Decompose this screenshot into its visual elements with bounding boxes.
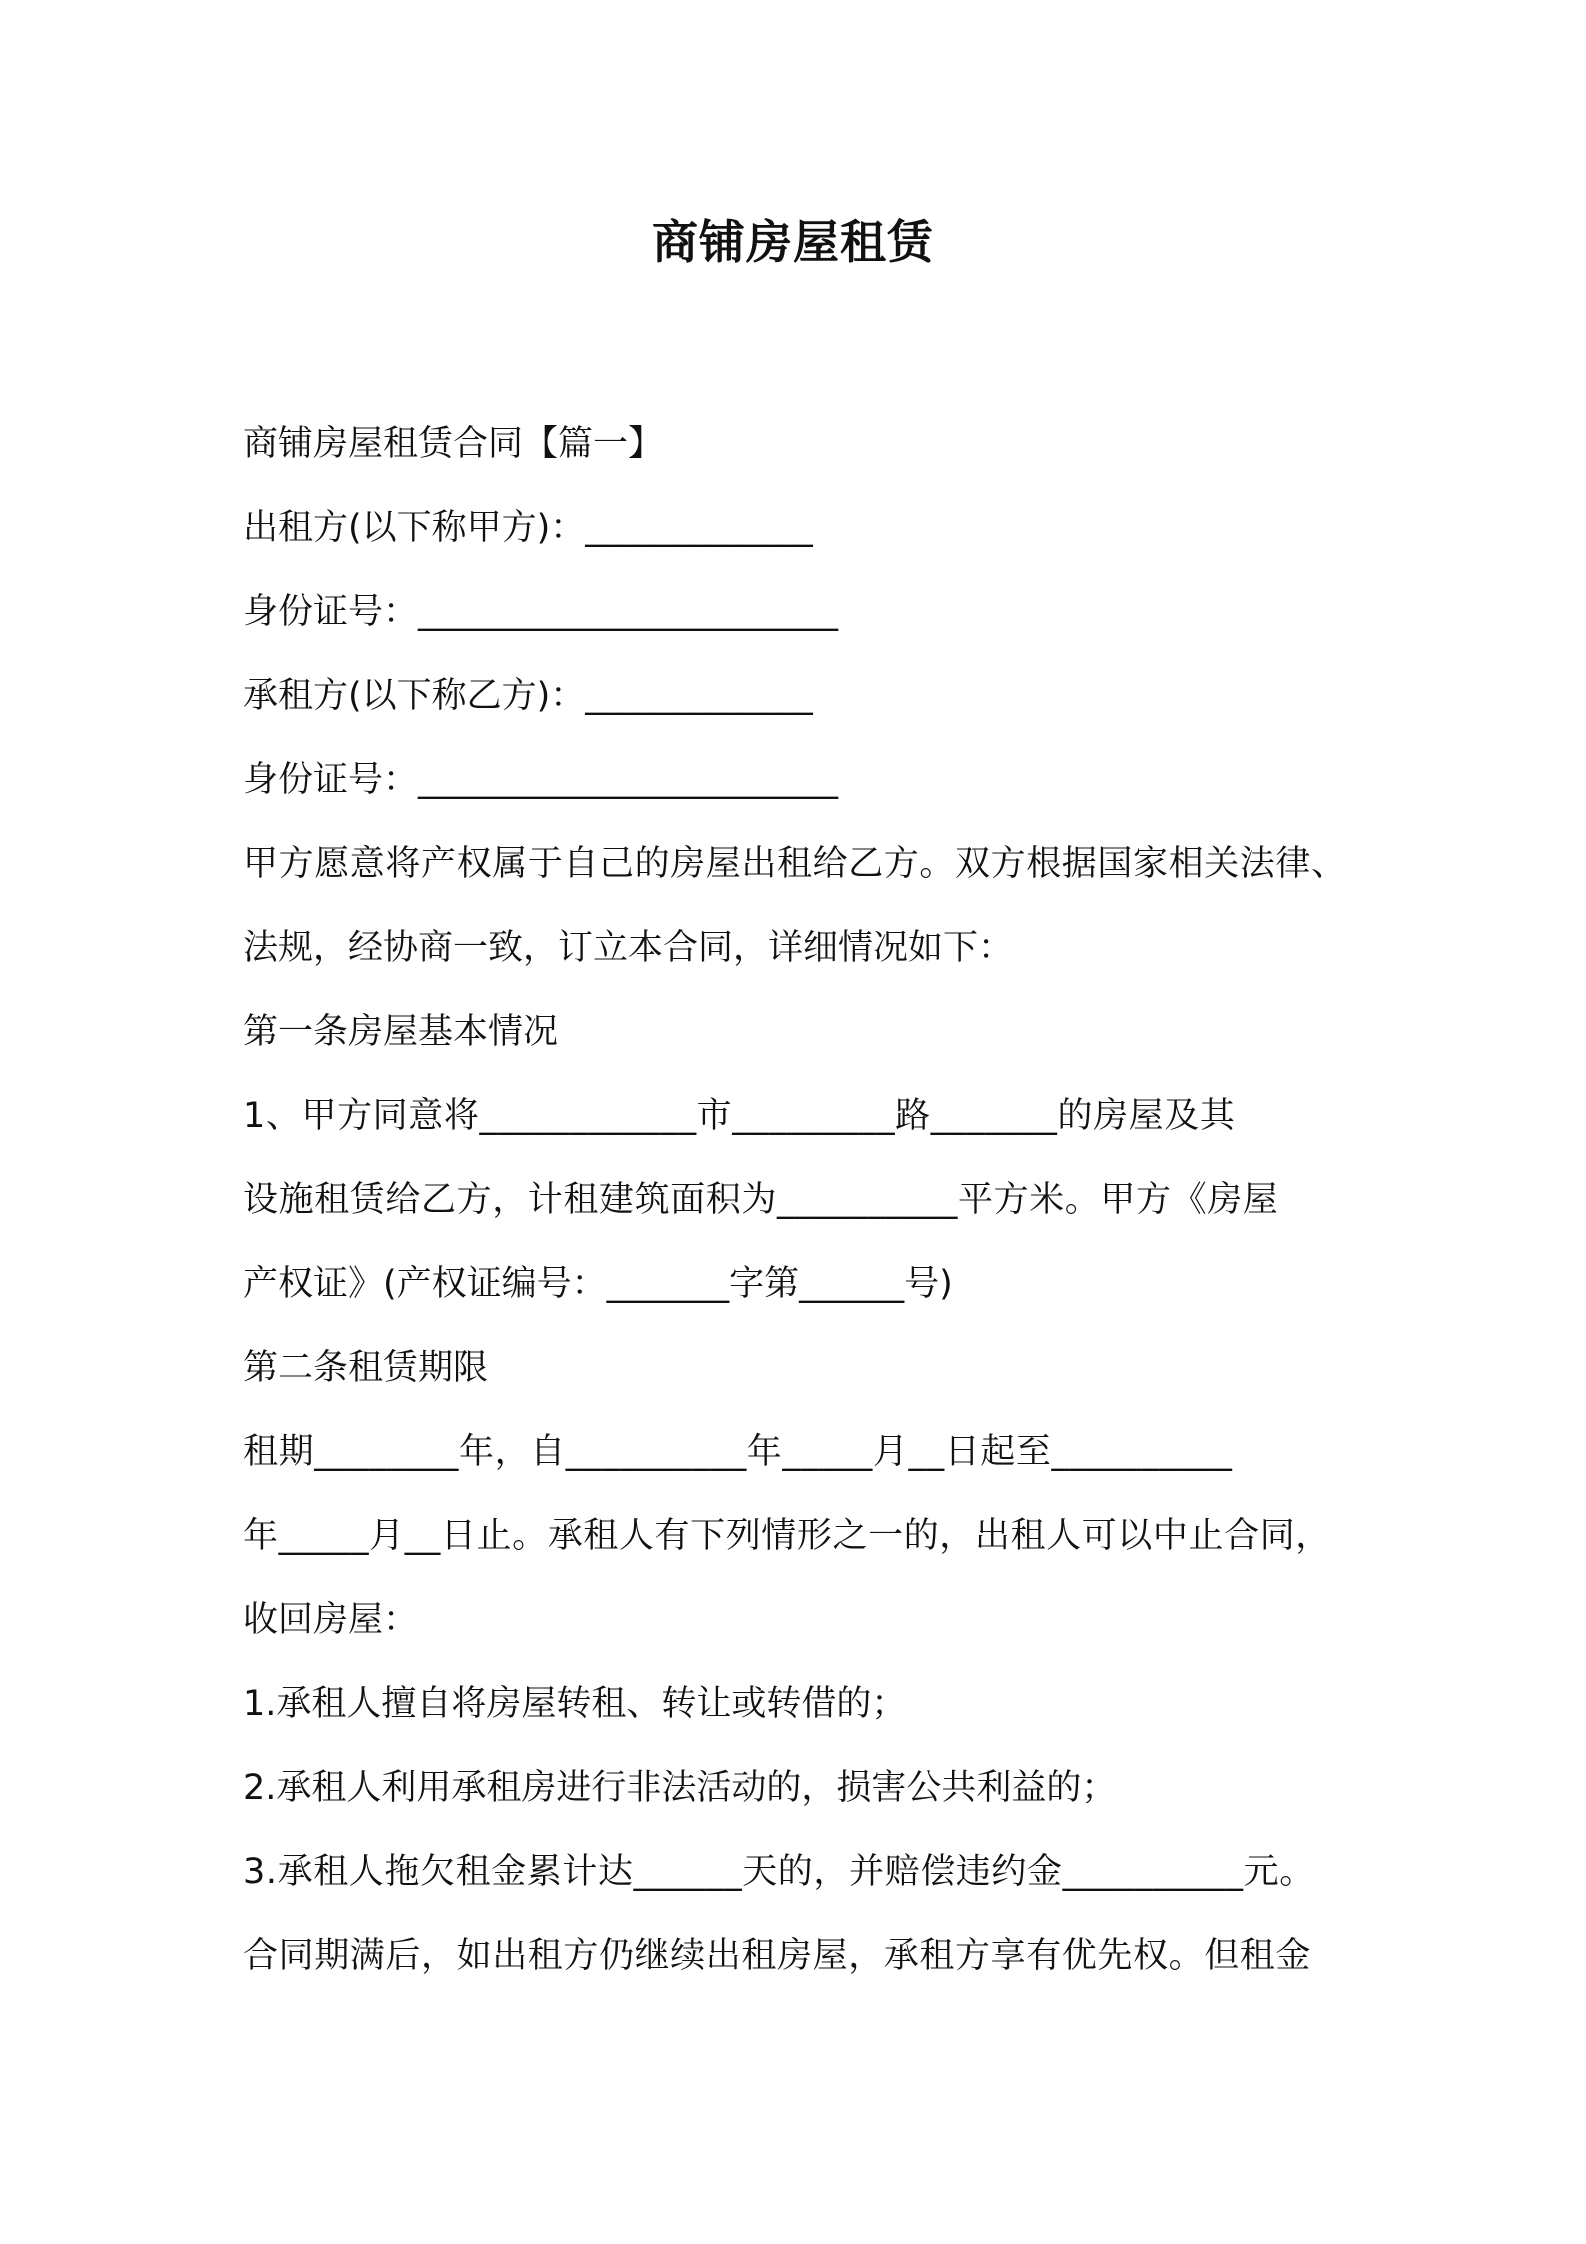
- paragraph-line: 租期________年，自__________年_____月__日起至__________: [243, 1432, 1233, 1472]
- lessee-id-field: 身份证号：________________________: [243, 760, 839, 800]
- paragraph-line: 法规，经协商一致，订立本合同，详细情况如下：: [243, 928, 1014, 968]
- paragraph-line: 产权证》(产权证编号：_______字第______号): [243, 1264, 953, 1304]
- list-item: 1.承租人擅自将房屋转租、转让或转借的；: [243, 1684, 907, 1724]
- paragraph-line: 1、甲方同意将____________市_________路_______的房屋及其: [243, 1096, 1236, 1136]
- paragraph-line: 收回房屋：: [243, 1600, 419, 1640]
- list-item: 2.承租人利用承租房进行非法活动的，损害公共利益的；: [243, 1768, 1117, 1808]
- paragraph-line: 合同期满后，如出租方仍继续出租房屋，承租方享有优先权。但租金: [243, 1936, 1312, 1976]
- paragraph-line: 年_____月__日止。承租人有下列情形之一的，出租人可以中止合同，: [243, 1516, 1331, 1556]
- paragraph-line: 设施租赁给乙方，计租建筑面积为__________平方米。甲方《房屋: [243, 1180, 1279, 1220]
- list-item: 3.承租人拖欠租金累计达______天的，并赔偿违约金__________元。: [243, 1852, 1315, 1892]
- lessor-field: 出租方(以下称甲方)：_____________: [243, 508, 813, 548]
- lessor-id-field: 身份证号：________________________: [243, 592, 839, 632]
- document-body: [243, 402, 1373, 1998]
- article-heading: 第一条房屋基本情况: [243, 1012, 559, 1052]
- section-heading: 商铺房屋租赁合同【篇一】: [243, 424, 664, 464]
- paragraph-line: 甲方愿意将产权属于自己的房屋出租给乙方。双方根据国家相关法律、: [243, 844, 1347, 884]
- lessee-field: 承租方(以下称乙方)：_____________: [243, 676, 813, 716]
- article-heading: 第二条租赁期限: [243, 1348, 489, 1388]
- document-title: 商铺房屋租赁: [652, 215, 934, 269]
